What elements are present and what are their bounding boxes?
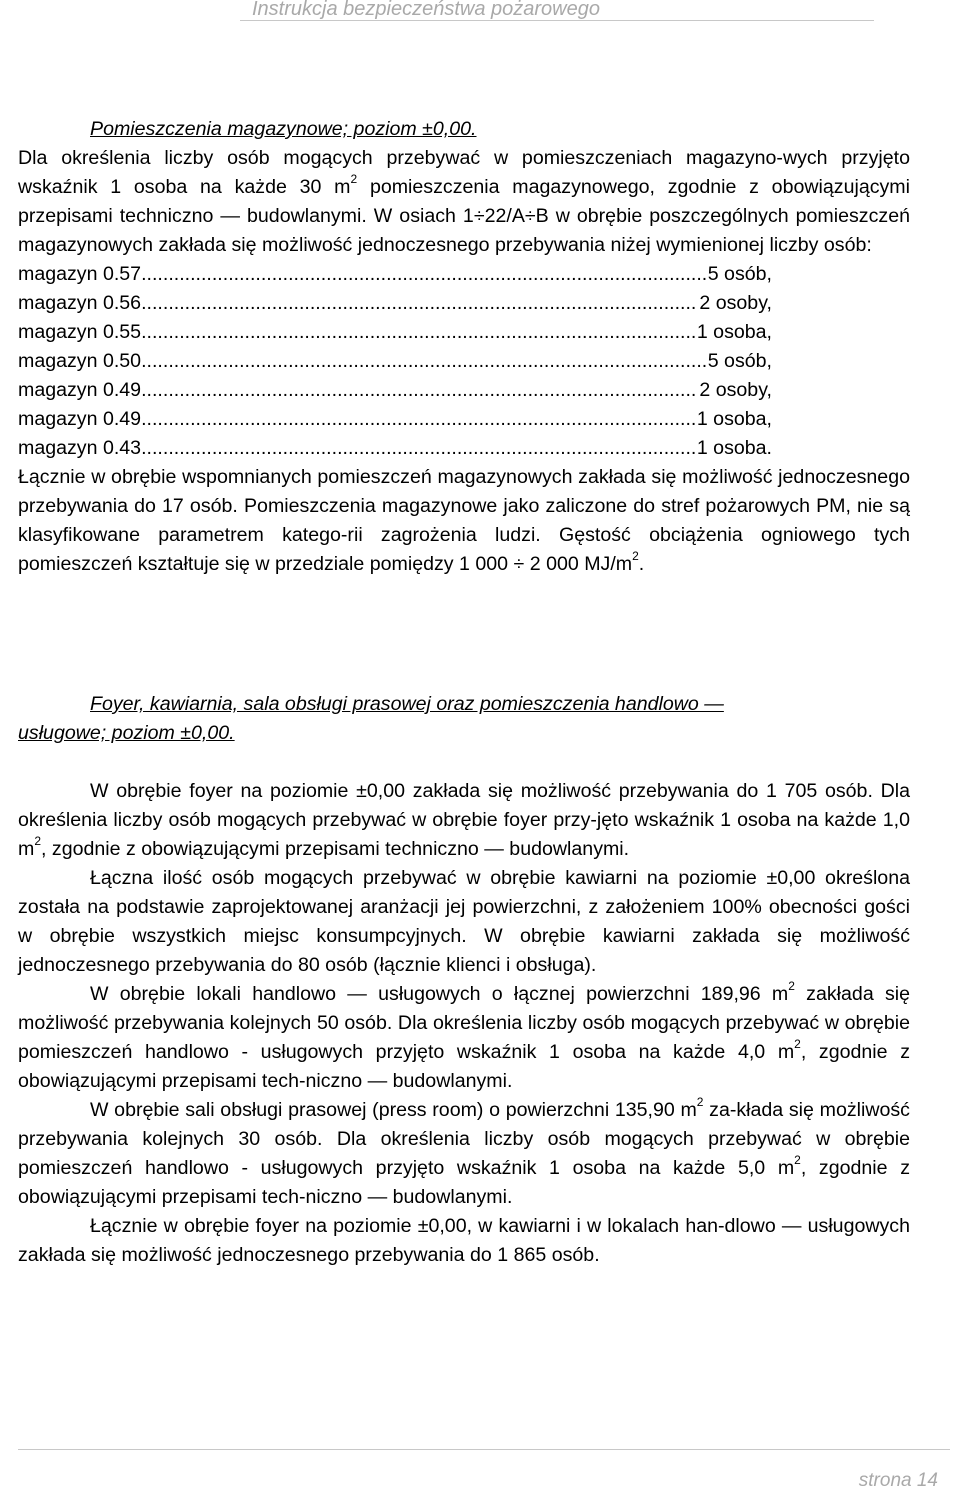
foyer-paragraph-1: W obrębie foyer na poziomie ±0,00 zakłada się możliwość przebywania do 1 705 osób. Dla określenia liczby osób mogących przebywać w obrębie foyer przy-jęto wskaźnik 1 osoba na każde 1,0 $m^2$, zgodnie z obowiązującymi przepisami techniczno — budowlanymi.: [18, 780, 910, 860]
list-item: magazyn 0.56 ..... 2 osoby,: [18, 289, 772, 318]
storage-room-list: [18, 260, 910, 463]
page-number: strona 14: [858, 1470, 938, 1491]
list-item: magazyn 0.57 ..... 5 osób,: [18, 260, 772, 289]
page-header: [0, 0, 960, 28]
section-storage-rooms: [18, 115, 910, 579]
section-heading-foyer-line1: Foyer, kawiarnia, sala obsługi prasowej oraz pomieszczenia handlowo —: [90, 693, 724, 715]
document-title: Instrukcja bezpieczeństwa pożarowego: [252, 0, 600, 20]
list-item: magazyn 0.55 ..... 1 osoba,: [18, 318, 772, 347]
list-item: magazyn 0.49 ..... 2 osoby,: [18, 376, 772, 405]
storage-paragraph-1: Dla określenia liczby osób mogących przebywać w pomieszczeniach magazyno-wych przyjęto wskaźnik 1 osoba na każde 30 $m^2$ pomieszczenia magazynowego, zgodnie z obowiązującymi przepisami techniczno — budowlanymi. W osiach 1÷22/A÷B w obrębie poszczególnych pomieszczeń magazynowych zakłada się możliwość jednoczesnego przebywania niżej wymienionej liczby osób:: [18, 147, 910, 256]
footer-rule: [18, 1449, 950, 1450]
section-heading-foyer-line2: usługowe; poziom ±0,00.: [18, 722, 235, 744]
section-foyer: [18, 690, 910, 1270]
section-heading-storage: Pomieszczenia magazynowe; poziom ±0,00.: [90, 118, 477, 140]
foyer-paragraph-4: W obrębie sali obsługi prasowej (press room) o powierzchni 135,90 $m^2$ za-kłada się możliwość przebywania kolejnych 30 osób. Dla określenia liczby osób mogących przebywać w obrębie pomieszczeń handlowo - usługowych przyjęto wskaźnik 1 osoba na każde 5,0 $m^2$, zgodnie z obowiązującymi przepisami tech-niczno — budowlanymi.: [18, 1095, 910, 1208]
list-item: magazyn 0.49 ..... 1 osoba,: [18, 405, 772, 434]
storage-paragraph-2: Łącznie w obrębie wspomnianych pomieszczeń magazynowych zakłada się możliwość jednoczesnego przebywania do 17 osób. Pomieszczenia magazynowe jako zaliczone do stref pożarowych PM, nie są klasyfikowane parametrem katego-rii zagrożenia ludzi. Gęstość obciążenia ogniowego tych pomieszczeń kształtuje się w przedziale pomiędzy 1 000 ÷ 2 000 $MJ/m^2$.: [18, 466, 910, 575]
list-item: magazyn 0.43 ..... 1 osoba.: [18, 434, 772, 463]
list-item: magazyn 0.50 ..... 5 osób,: [18, 347, 772, 376]
foyer-paragraph-3: W obrębie lokali handlowo — usługowych o łącznej powierzchni 189,96 $m^2$ zakłada się możliwość przebywania kolejnych 50 osób. Dla określenia liczby osób mogących przebywać w obrębie pomieszczeń handlowo - usługowych przyjęto wskaźnik 1 osoba na każde 4,0 $m^2$, zgodnie z obowiązującymi przepisami tech-niczno — budowlanymi.: [18, 979, 910, 1092]
foyer-paragraph-2: Łączna ilość osób mogących przebywać w obrębie kawiarni na poziomie ±0,00 określona została na podstawie zaprojektowanej aranżacji jej powierzchni, z założeniem 100% obecności gości w obrębie wszystkich miejsc konsumpcyjnych. W obrębie kawiarni zakłada się możliwość jednoczesnego przebywania do 80 osób (łącznie klienci i obsługa).: [18, 867, 910, 976]
foyer-paragraph-5: Łącznie w obrębie foyer na poziomie ±0,00, w kawiarni i w lokalach han-dlowo — usługowych zakłada się możliwość jednoczesnego przebywania do 1 865 osób.: [18, 1215, 910, 1266]
header-rule: [240, 20, 874, 21]
